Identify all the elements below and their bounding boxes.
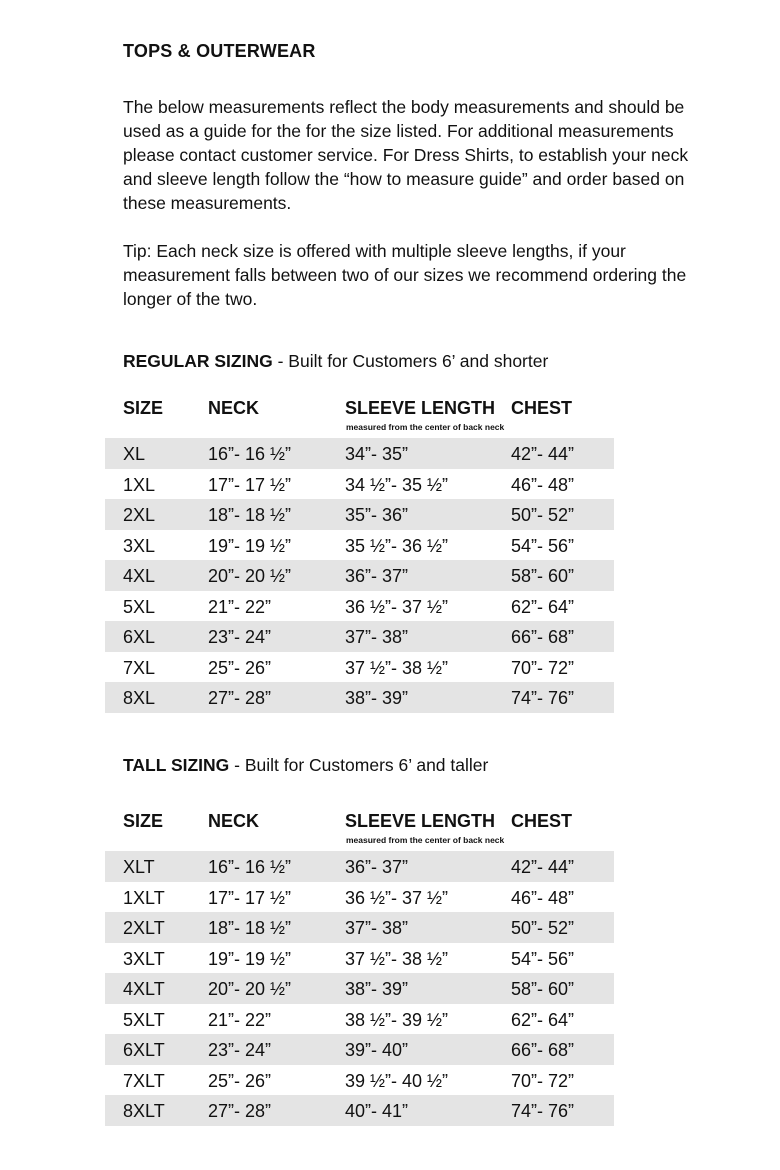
- intro-paragraph: The below measurements reflect the body measurements and should be used as a guide for the for the size listed. For additional measurements please contact customer service. For Dress Shirts, to establish your neck and sleeve length follow the “how to measure guide” and order based on these measurements.: [123, 97, 689, 213]
- size-cell: 5XLT: [123, 1009, 165, 1030]
- sleeve-length-cell: 38”- 39”: [345, 979, 409, 999]
- sleeve-length-cell: 40”- 41”: [345, 1101, 409, 1121]
- size-cell: 1XL: [123, 474, 156, 495]
- tip-paragraph: Tip: Each neck size is offered with multiple sleeve lengths, if your measurement falls between two of our sizes we recommend ordering the longer of the two.: [123, 241, 687, 309]
- table-row: [105, 1004, 614, 1035]
- sleeve-length-cell: 38 ½”- 39 ½”: [345, 1009, 449, 1030]
- table-row: [105, 943, 614, 974]
- table-row: [105, 499, 614, 530]
- size-cell: 5XL: [123, 596, 156, 617]
- size-cell: 6XLT: [123, 1040, 165, 1060]
- sleeve-length-cell: 39 ½”- 40 ½”: [345, 1070, 449, 1091]
- table-row: [105, 530, 614, 561]
- neck-cell: 19”- 19 ½”: [208, 535, 292, 556]
- size-cell: 8XLT: [123, 1101, 165, 1121]
- neck-cell: 17”- 17 ½”: [208, 474, 292, 495]
- neck-cell: 18”- 18 ½”: [208, 918, 292, 938]
- table-row: [105, 438, 614, 469]
- sleeve-length-cell: 39”- 40”: [345, 1040, 409, 1060]
- chest-cell: 42”- 44”: [511, 857, 575, 877]
- page-title: TOPS & OUTERWEAR: [123, 41, 316, 61]
- table-body: [105, 438, 614, 713]
- tall-size-table: [105, 809, 614, 1126]
- tall-sizing-title: TALL SIZING: [123, 755, 230, 775]
- size-cell: 4XL: [123, 566, 156, 586]
- neck-cell: 27”- 28”: [208, 1101, 272, 1121]
- table-header: [105, 396, 614, 438]
- size-cell: 3XLT: [123, 948, 165, 969]
- sleeve-length-note: measured from the center of back neck: [346, 835, 505, 845]
- sleeve-length-cell: 35 ½”- 36 ½”: [345, 535, 449, 556]
- regular-sizing-subtitle: - Built for Customers 6’ and shorter: [272, 351, 549, 371]
- size-cell: 2XL: [123, 505, 156, 525]
- table-row: [105, 851, 614, 882]
- table-row: [105, 560, 614, 591]
- chest-cell: 70”- 72”: [511, 657, 575, 678]
- table-header: [105, 809, 614, 851]
- table-row: [105, 1034, 614, 1065]
- chest-cell: 70”- 72”: [511, 1070, 575, 1091]
- chest-cell: 50”- 52”: [511, 918, 575, 938]
- neck-cell: 27”- 28”: [208, 688, 272, 708]
- chest-cell: 50”- 52”: [511, 505, 575, 525]
- regular-sizing-title: REGULAR SIZING: [123, 351, 273, 371]
- sleeve-length-note: measured from the center of back neck: [346, 422, 505, 432]
- column-header-chest: CHEST: [511, 398, 573, 418]
- chest-cell: 74”- 76”: [511, 688, 575, 708]
- chest-cell: 46”- 48”: [511, 474, 575, 495]
- tall-sizing-subtitle: - Built for Customers 6’ and taller: [229, 755, 489, 775]
- neck-cell: 21”- 22”: [208, 596, 272, 617]
- neck-cell: 25”- 26”: [208, 1070, 272, 1091]
- column-header-sleeve-length: SLEEVE LENGTH: [345, 398, 496, 418]
- sleeve-length-cell: 36”- 37”: [345, 857, 409, 877]
- sleeve-length-cell: 34”- 35”: [345, 444, 409, 464]
- sleeve-length-cell: 36 ½”- 37 ½”: [345, 887, 449, 908]
- neck-cell: 17”- 17 ½”: [208, 887, 292, 908]
- chest-cell: 46”- 48”: [511, 887, 575, 908]
- chest-cell: 58”- 60”: [511, 566, 575, 586]
- sleeve-length-cell: 36”- 37”: [345, 566, 409, 586]
- sleeve-length-cell: 37 ½”- 38 ½”: [345, 948, 449, 969]
- size-cell: 3XL: [123, 535, 156, 556]
- column-header-neck: NECK: [208, 811, 260, 831]
- neck-cell: 16”- 16 ½”: [208, 444, 292, 464]
- sleeve-length-cell: 34 ½”- 35 ½”: [345, 474, 449, 495]
- sleeve-length-cell: 37 ½”- 38 ½”: [345, 657, 449, 678]
- chest-cell: 62”- 64”: [511, 1009, 575, 1030]
- column-header-size: SIZE: [123, 398, 164, 418]
- sleeve-length-cell: 37”- 38”: [345, 918, 409, 938]
- sleeve-length-cell: 37”- 38”: [345, 627, 409, 647]
- size-cell: 7XLT: [123, 1070, 165, 1091]
- size-cell: XLT: [123, 857, 155, 877]
- table-row: [105, 621, 614, 652]
- size-cell: 2XLT: [123, 918, 165, 938]
- table-row: [105, 1095, 614, 1126]
- chest-cell: 74”- 76”: [511, 1101, 575, 1121]
- chest-cell: 66”- 68”: [511, 1040, 575, 1060]
- neck-cell: 16”- 16 ½”: [208, 857, 292, 877]
- size-cell: 1XLT: [123, 887, 165, 908]
- sleeve-length-cell: 36 ½”- 37 ½”: [345, 596, 449, 617]
- chest-cell: 54”- 56”: [511, 948, 575, 969]
- neck-cell: 25”- 26”: [208, 657, 272, 678]
- neck-cell: 23”- 24”: [208, 627, 272, 647]
- table-row: [105, 591, 614, 622]
- column-header-chest: CHEST: [511, 811, 573, 831]
- table-row: [105, 1065, 614, 1096]
- table-row: [105, 912, 614, 943]
- neck-cell: 20”- 20 ½”: [208, 566, 292, 586]
- table-row: [105, 973, 614, 1004]
- regular-size-table: [105, 396, 614, 713]
- chest-cell: 58”- 60”: [511, 979, 575, 999]
- chest-cell: 62”- 64”: [511, 596, 575, 617]
- chest-cell: 66”- 68”: [511, 627, 575, 647]
- column-header-neck: NECK: [208, 398, 260, 418]
- size-cell: 4XLT: [123, 979, 165, 999]
- size-cell: 6XL: [123, 627, 156, 647]
- neck-cell: 20”- 20 ½”: [208, 979, 292, 999]
- table-row: [105, 682, 614, 713]
- chest-cell: 42”- 44”: [511, 444, 575, 464]
- column-header-sleeve-length: SLEEVE LENGTH: [345, 811, 496, 831]
- size-cell: 8XL: [123, 688, 156, 708]
- column-header-size: SIZE: [123, 811, 164, 831]
- sleeve-length-cell: 38”- 39”: [345, 688, 409, 708]
- table-body: [105, 851, 614, 1126]
- tall-sizing-heading: [123, 755, 488, 776]
- chest-cell: 54”- 56”: [511, 535, 575, 556]
- size-cell: XL: [123, 444, 146, 464]
- neck-cell: 19”- 19 ½”: [208, 948, 292, 969]
- neck-cell: 23”- 24”: [208, 1040, 272, 1060]
- table-row: [105, 652, 614, 683]
- table-row: [105, 469, 614, 500]
- size-cell: 7XL: [123, 657, 156, 678]
- sleeve-length-cell: 35”- 36”: [345, 505, 409, 525]
- neck-cell: 21”- 22”: [208, 1009, 272, 1030]
- regular-sizing-heading: [123, 351, 548, 372]
- table-row: [105, 882, 614, 913]
- neck-cell: 18”- 18 ½”: [208, 505, 292, 525]
